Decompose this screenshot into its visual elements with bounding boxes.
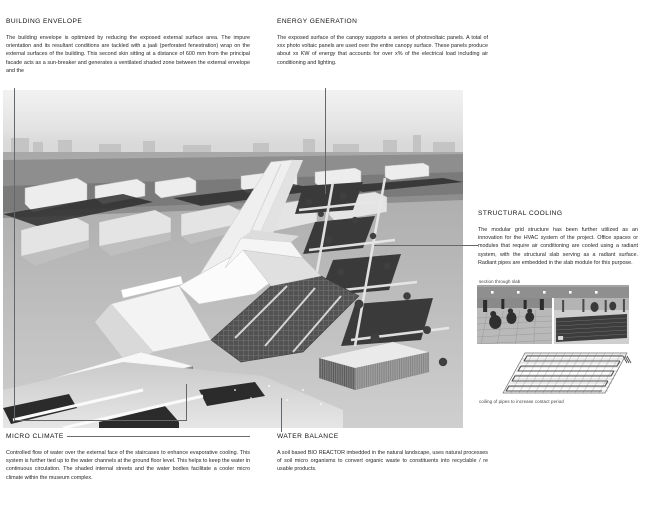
aerial-rendering-image <box>3 90 463 428</box>
photo-pipe-laying <box>477 298 552 344</box>
photo-slab-reinforcement <box>554 298 629 344</box>
section-building-envelope <box>6 18 250 75</box>
slab-section-caption: section through slab <box>479 279 521 284</box>
energy-generation-heading: ENERGY GENERATION <box>277 18 358 25</box>
pipe-coil-diagram <box>477 349 637 397</box>
building-envelope-heading: BUILDING ENVELOPE <box>6 18 83 25</box>
structural-cooling-body: The modular grid structure has been further utilized as an innovation for the HVAC system of the project. Office spaces or modules that require air conditioning are cooled using a radiant system, with the structural slab serving as a radiant surface. Radiant pipes are embedded in the slab module for this purpose. <box>478 227 638 266</box>
micro-climate-heading: MICRO CLIMATE <box>6 433 64 440</box>
pipe-coil-caption: coiling of pipes to increase contact period <box>479 399 564 404</box>
structural-cooling-heading: STRUCTURAL COOLING <box>478 210 563 217</box>
micro-climate-heading-row <box>6 433 250 440</box>
section-water-balance <box>277 433 488 474</box>
leader-line-structural-cooling <box>374 245 478 246</box>
leader-line-energy-generation <box>325 88 326 194</box>
leader-line-micro-climate-horizontal <box>14 420 186 421</box>
section-structural-cooling <box>478 210 638 267</box>
structural-cooling-graphics <box>477 279 639 414</box>
leader-line-building-envelope-vertical <box>14 88 15 420</box>
slab-section-diagram <box>477 285 629 298</box>
building-envelope-body: The building envelope is optimized by reducing the exposed external surface area. The impure orientation and its resultant conditions are tackled with a jaali (perforated fenestration) wrap on the external surfaces of the building. This second skin sitting at a distance of 600 mm from the principal facade acts as a sun-breaker and generates a ventilated shaded zone between the external envelope and the <box>6 35 250 74</box>
energy-generation-body: The exposed surface of the canopy supports a series of photovoltaic panels. A total of xxx photo voltaic panels are used over the entire canopy surface. These panels produce about xx KW of energy that accounts for over x% of the electrical load including air conditioning and lighting. <box>277 35 488 66</box>
section-micro-climate <box>6 433 250 482</box>
leader-line-micro-climate-riser <box>186 384 187 421</box>
micro-climate-heading-rule <box>67 436 250 437</box>
water-balance-heading: WATER BALANCE <box>277 433 339 440</box>
section-energy-generation <box>277 18 488 67</box>
micro-climate-body: Controlled flow of water over the external face of the staircases to enhance evaporative cooling. This system is further tied up to the water channels at the ground floor level. This helps to keep the water in continuous circulation. The shaded internal streets and the water bodies facilitate a cooler micro climate within the museum complex. <box>6 450 250 481</box>
leader-line-water-balance <box>281 398 282 432</box>
construction-photos <box>477 298 629 344</box>
water-balance-body: A soil based BIO REACTOR imbedded in the natural landscape, uses natural processes of soil micro organisms to convert organic waste to constituents into recyclable / re usable products. <box>277 450 488 473</box>
